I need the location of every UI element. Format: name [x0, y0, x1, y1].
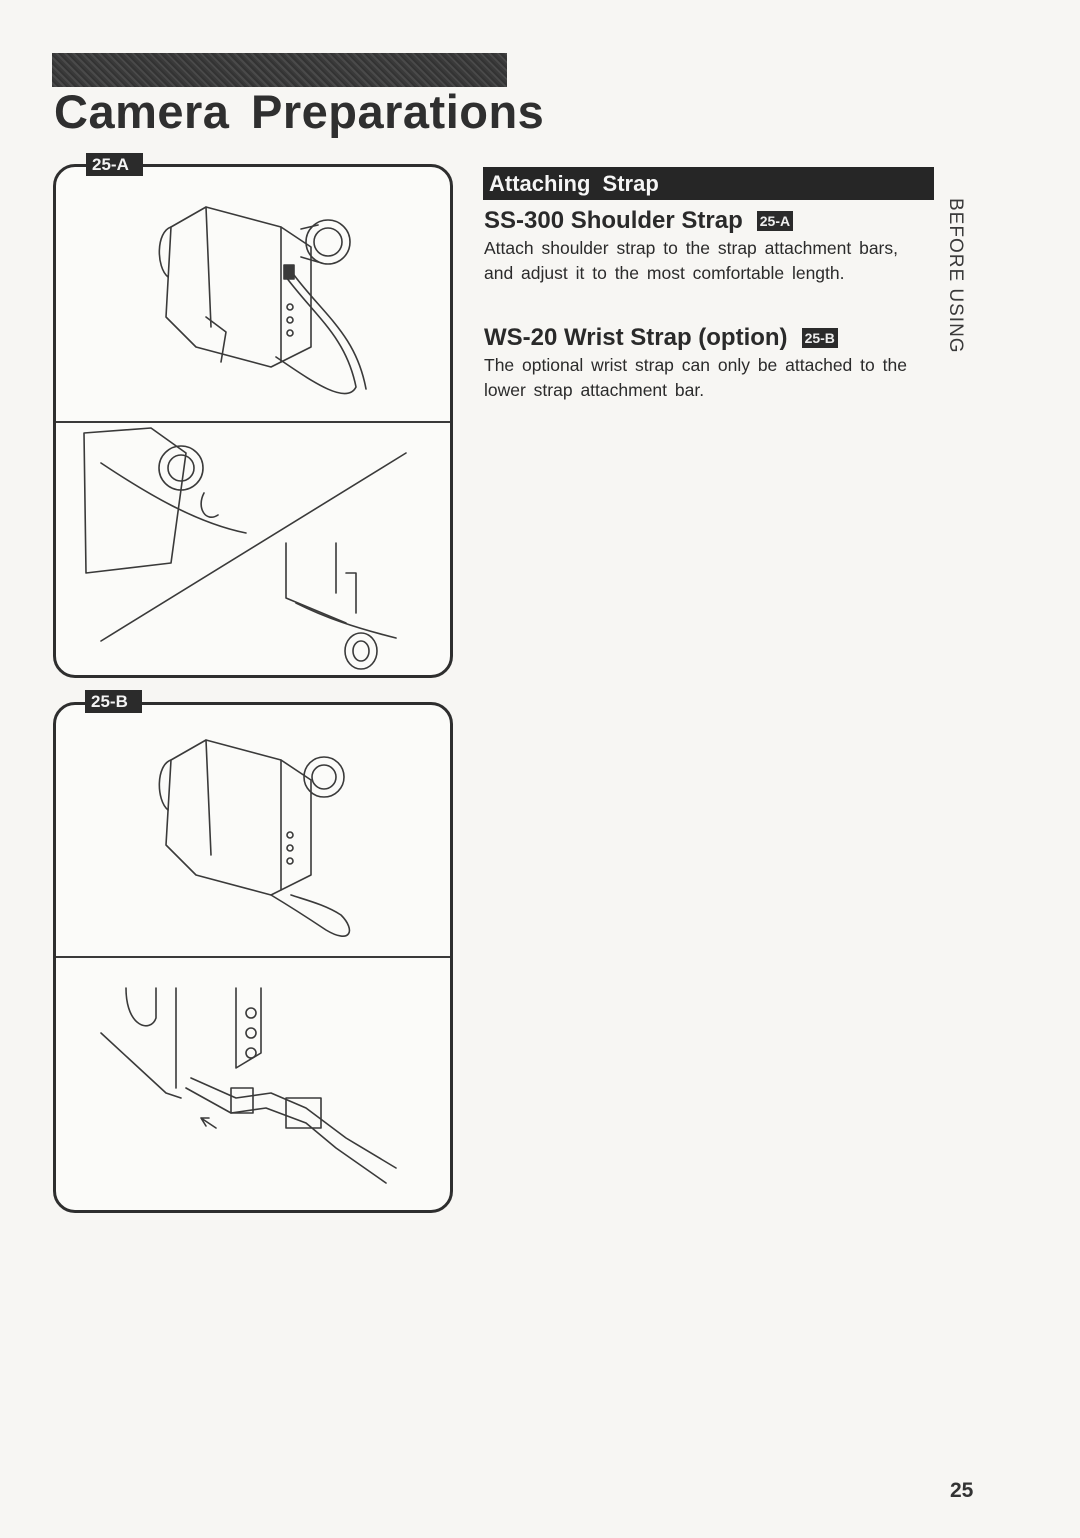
wrist-strap-text: The optional wrist strap can only be attached to the lower strap attachment bar. [484, 355, 907, 400]
subheading-wrist-strap [484, 324, 838, 352]
figure-25b-frame [53, 702, 453, 1213]
page-title: Camera Preparations [54, 85, 545, 138]
figure-badge-25a: 25-A [86, 153, 143, 176]
shoulder-strap-detail-illustration [56, 423, 450, 673]
section-heading: Attaching Strap [483, 167, 934, 200]
chapter-side-tab: BEFORE USING [945, 198, 966, 354]
wrist-strap-detail-illustration [56, 958, 450, 1208]
figure-badge-25b: 25-B [85, 690, 142, 713]
camcorder-shoulder-strap-illustration [56, 167, 450, 417]
title-decor-bar [52, 53, 507, 87]
shoulder-strap-text: Attach shoulder strap to the strap attachment bars, and adjust it to the most comfortable length. [484, 238, 898, 283]
page-number: 25 [950, 1479, 974, 1502]
subheading-title: SS-300 Shoulder Strap [484, 207, 743, 234]
subheading-title: WS-20 Wrist Strap (option) [484, 324, 788, 351]
figure-ref-badge: 25-A [757, 211, 793, 231]
figure-25a-frame [53, 164, 453, 678]
subheading-shoulder-strap [484, 207, 793, 235]
camcorder-wrist-strap-illustration [56, 705, 450, 953]
figure-ref-badge: 25-B [802, 328, 838, 348]
